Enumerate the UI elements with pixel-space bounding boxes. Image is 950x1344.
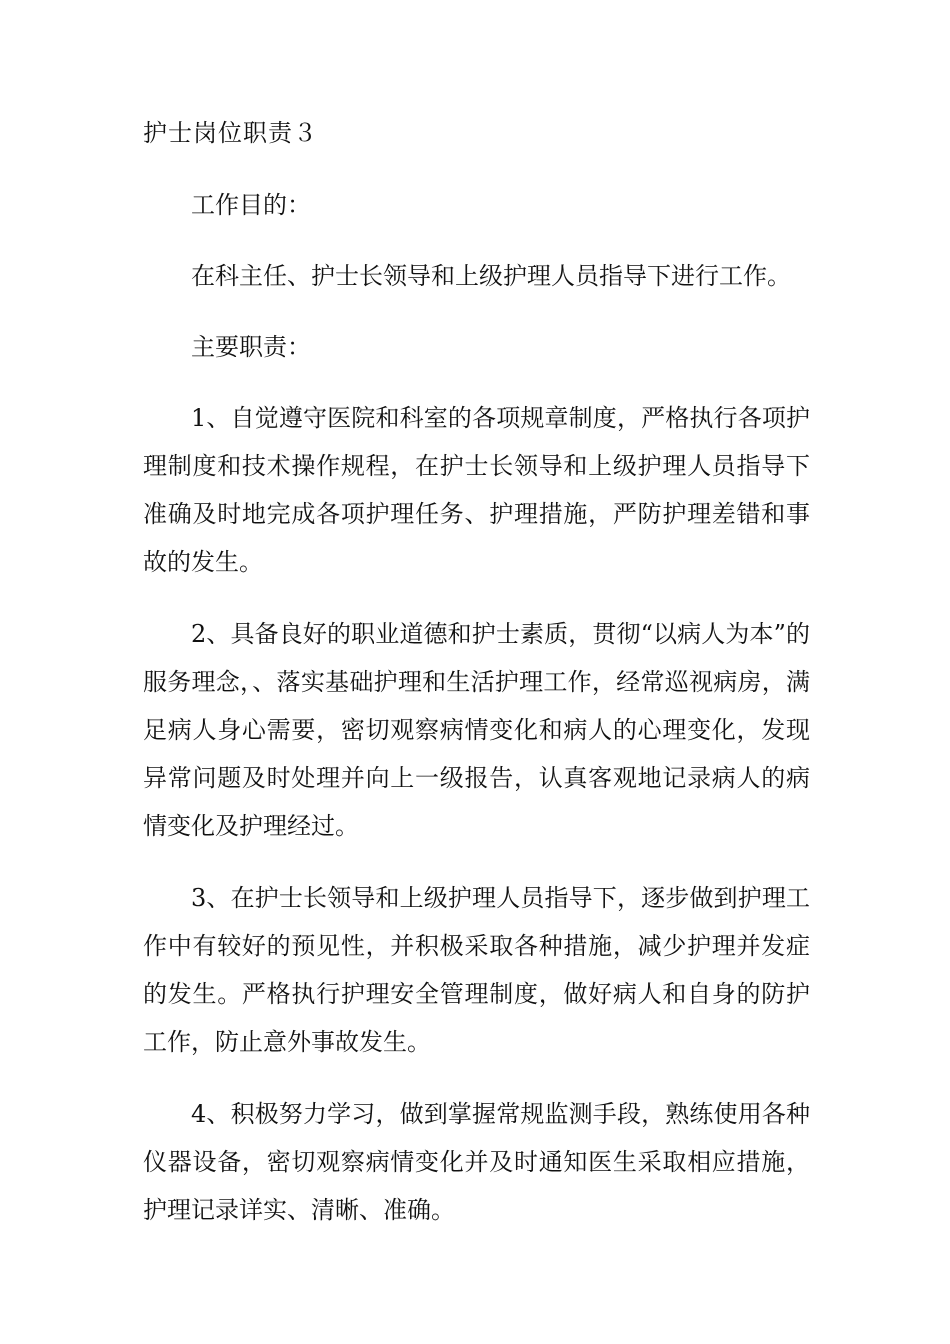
purpose-heading: 工作目的： [191, 191, 311, 219]
document-body [143, 113, 810, 1234]
duty-item-3: 3、在护士长领导和上级护理人员指导下，逐步做到护理工作中有较好的预见性，并积极采取各种措施，减少护理并发症的发生。严格执行护理安全管理制度，做好病人和自身的防护工作，防止意外事故发生。 [143, 884, 810, 1056]
duty-item-1: 1、自觉遵守医院和科室的各项规章制度，严格执行各项护理制度和技术操作规程，在护士长领导和上级护理人员指导下准确及时地完成各项护理任务、护理措施，严防护理差错和事故的发生。 [143, 404, 810, 576]
purpose-text: 在科主任、护士长领导和上级护理人员指导下进行工作。 [191, 262, 791, 290]
duty-item-2: 2、具备良好的职业道德和护士素质，贯彻“以病人为本”的服务理念，、落实基础护理和生活护理工作，经常巡视病房，满足病人身心需要，密切观察病情变化和病人的心理变化，发现异常问题及时处理并向上一级报告，认真客观地记录病人的病情变化及护理经过。 [143, 620, 810, 840]
duty-item-4: 4、积极努力学习，做到掌握常规监测手段，熟练使用各种仪器设备，密切观察病情变化并及时通知医生采取相应措施，护理记录详实、清晰、准确。 [143, 1100, 810, 1224]
duties-heading: 主要职责： [191, 333, 311, 361]
document-title: 护士岗位职责３ [143, 119, 318, 147]
